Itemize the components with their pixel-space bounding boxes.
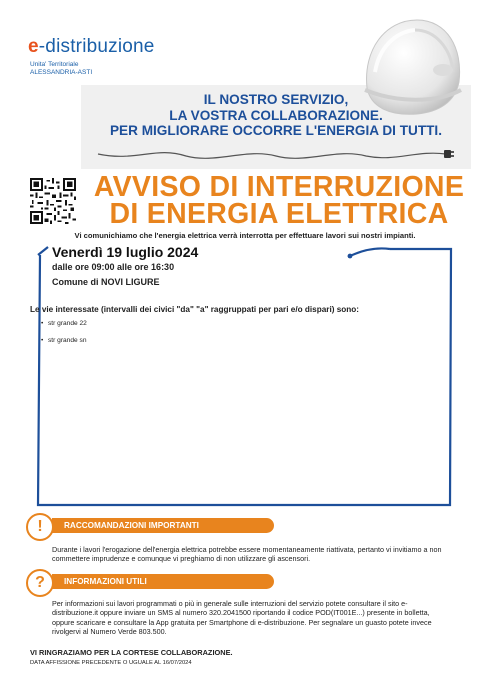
brand-logo bbox=[28, 36, 155, 58]
cable-squiggle-decoration bbox=[96, 140, 456, 164]
thanks-text: VI RINGRAZIAMO PER LA CORTESE COLLABORAZIONE. bbox=[30, 648, 233, 657]
banner-line2: LA VOSTRA COLLABORAZIONE. bbox=[169, 107, 383, 123]
streets-heading: Le vie interessate (intervalli dei civici "da" "a" raggruppati per pari e/o dispari) sono: bbox=[30, 305, 360, 314]
banner-slogan bbox=[81, 92, 471, 139]
unit-line2: ALESSANDRIA-ASTI bbox=[30, 69, 93, 76]
question-icon: ? bbox=[26, 569, 54, 597]
unit-line1: Unita' Territoriale bbox=[30, 61, 79, 68]
interruption-date: Venerdì 19 luglio 2024 bbox=[52, 244, 199, 260]
brand-logo-name: -distribuzione bbox=[38, 36, 155, 57]
info-text: Per informazioni sui lavori programmati o più in generale sulle interruzioni del servizio potete consultare il sito e-distribuzione.it oppure inviare un SMS al numero 320.2041500 riportando il codice POD(IT001E...) presente in bolletta, oppure scaricare e consultare la App gratuita per Smartphone di e-distribuzione. Per segnalare un guasto potete invece rivolgervi al Numero Verde 803.500. bbox=[52, 599, 432, 636]
qr-code[interactable] bbox=[30, 178, 76, 224]
interruption-comune: Comune di NOVI LIGURE bbox=[52, 277, 160, 287]
info-header: INFORMAZIONI UTILI bbox=[52, 574, 274, 589]
street-item: • str grande 22 bbox=[48, 320, 87, 327]
brand-logo-prefix: e bbox=[28, 36, 39, 57]
recommendations-text: Durante i lavori l'erogazione dell'energia elettrica potrebbe essere momentaneamente riattivata, pertanto vi invitiamo a non commettere imprudenze e comunque vi preghiamo di non utilizzare gli ascensori. bbox=[52, 545, 442, 564]
title-line1: AVVISO DI INTERRUZIONE bbox=[93, 171, 465, 203]
banner-line1: IL NOSTRO SERVIZIO, bbox=[203, 92, 349, 107]
affix-date: DATA AFFISSIONE PRECEDENTE O UGUALE AL 16/07/2024 bbox=[30, 660, 192, 666]
banner-line3: PER MIGLIORARE OCCORRE L'ENERGIA DI TUTTI. bbox=[109, 123, 442, 139]
recommendations-header: RACCOMANDAZIONI IMPORTANTI bbox=[52, 518, 274, 533]
title-line2: DI ENERGIA ELETTRICA bbox=[109, 198, 449, 230]
territorial-unit bbox=[30, 61, 92, 77]
street-item: • str grande sn bbox=[48, 337, 86, 344]
exclamation-icon: ! bbox=[26, 513, 54, 541]
notice-title bbox=[84, 171, 474, 230]
interruption-time: dalle ore 09:00 alle ore 16:30 bbox=[52, 262, 175, 272]
intro-text: Vi comunichiamo che l'energia elettrica verrà interrotta per effettuare lavori sui nostri impianti. bbox=[74, 231, 416, 240]
